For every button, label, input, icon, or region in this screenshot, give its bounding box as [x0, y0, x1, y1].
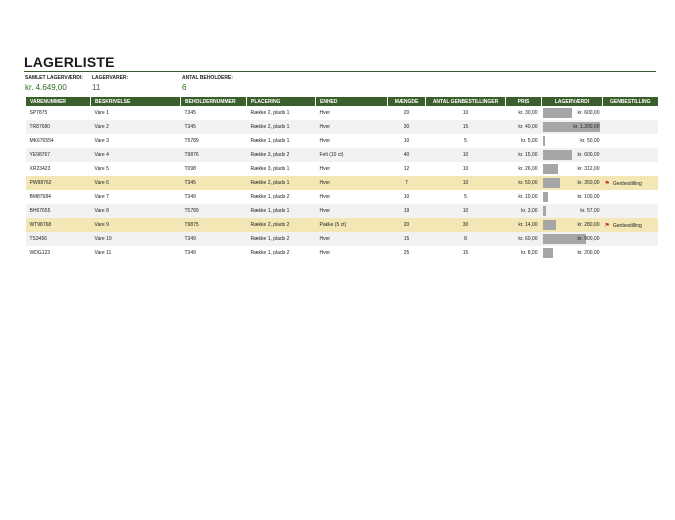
cell-location[interactable]: Række 2, plads 1: [250, 110, 290, 116]
cell-reorder[interactable]: [603, 218, 658, 232]
col-header-bin[interactable]: BEHOLDERNUMMER: [181, 97, 247, 106]
cell-unit[interactable]: Hver: [316, 204, 388, 218]
cell-unit[interactable]: Felt (10 ct): [316, 148, 388, 162]
cell-description[interactable]: Vare 5: [94, 166, 109, 172]
col-header-unit[interactable]: ENHED: [316, 97, 388, 106]
value-text: kr. 100,00: [577, 194, 600, 200]
cell-value[interactable]: [542, 106, 603, 120]
cell-description[interactable]: Vare 10: [91, 232, 181, 246]
cell-item[interactable]: PW98762: [26, 176, 91, 190]
cell-unit[interactable]: Hver: [319, 194, 331, 200]
cell-reorder[interactable]: [603, 120, 658, 134]
cell-quantity[interactable]: 10: [403, 194, 410, 200]
cell-item[interactable]: TR87680: [26, 120, 91, 134]
reorder-label: Genbestilling: [612, 222, 642, 229]
summary-label: SAMLET LAGERVÆRDI:: [25, 75, 83, 81]
table-row[interactable]: [26, 120, 658, 134]
cell-reorder[interactable]: [603, 106, 658, 120]
table-row[interactable]: [26, 204, 658, 218]
summary-total-value: [25, 75, 83, 93]
value-data-bar: [543, 220, 556, 230]
cell-value[interactable]: [542, 148, 603, 162]
summary-items: [92, 75, 128, 93]
cell-item[interactable]: SP7875: [29, 110, 48, 116]
cell-quantity[interactable]: 40: [388, 148, 426, 162]
cell-description[interactable]: Vare 7: [94, 194, 109, 200]
cell-location[interactable]: Række 1, plads 1: [247, 204, 316, 218]
cell-location[interactable]: Række 2, plads 2: [247, 218, 316, 232]
table-row[interactable]: [26, 176, 658, 190]
cell-description[interactable]: Vare 8: [91, 204, 181, 218]
table-row[interactable]: [26, 246, 658, 260]
col-header-reorder-qty[interactable]: ANTAL GENBESTILLINGER: [426, 97, 506, 106]
value-data-bar: [543, 150, 572, 160]
cell-description[interactable]: Vare 4: [91, 148, 181, 162]
cell-location[interactable]: Række 1, plads 2: [250, 194, 290, 200]
cell-bin[interactable]: T9875: [181, 218, 247, 232]
cell-item[interactable]: BH67655: [26, 204, 91, 218]
cell-unit[interactable]: Hver: [316, 232, 388, 246]
cell-unit[interactable]: Hver: [316, 120, 388, 134]
cell-value[interactable]: [542, 232, 603, 246]
cell-value[interactable]: [542, 162, 603, 176]
cell-reorder-qty[interactable]: 30: [426, 218, 506, 232]
cell-quantity[interactable]: 30: [388, 120, 426, 134]
cell-price[interactable]: kr. 26,00: [518, 166, 538, 172]
value-text: kr. 1.200,00: [573, 124, 600, 130]
cell-reorder[interactable]: [603, 162, 658, 176]
cell-price[interactable]: kr. 14,00: [506, 218, 542, 232]
cell-item[interactable]: YE98767: [26, 148, 91, 162]
summary-value: 6: [182, 83, 187, 92]
cell-location[interactable]: Række 1, plads 2: [250, 250, 290, 256]
cell-price[interactable]: kr. 50,00: [506, 176, 542, 190]
cell-reorder-qty[interactable]: 15: [462, 250, 469, 256]
summary-label: LAGERVARER:: [92, 75, 129, 81]
cell-reorder[interactable]: [603, 204, 658, 218]
cell-item[interactable]: XR23423: [29, 166, 51, 172]
table-row[interactable]: [26, 106, 658, 120]
cell-price[interactable]: kr. 3,00: [506, 204, 542, 218]
cell-bin[interactable]: T345: [184, 110, 196, 116]
cell-reorder-qty[interactable]: 5: [464, 194, 467, 200]
cell-unit[interactable]: Hver: [319, 166, 331, 172]
table-row[interactable]: [26, 134, 658, 148]
cell-quantity[interactable]: 12: [403, 166, 410, 172]
cell-reorder-qty[interactable]: 10: [462, 110, 469, 116]
cell-reorder[interactable]: [603, 148, 658, 162]
cell-reorder-qty[interactable]: 10: [426, 176, 506, 190]
cell-quantity[interactable]: 19: [388, 204, 426, 218]
page-title: LAGERLISTE: [24, 54, 115, 70]
cell-bin[interactable]: T098: [184, 166, 196, 172]
value-data-bar: [543, 108, 572, 118]
value-data-bar: [543, 178, 560, 188]
summary-value: 11: [92, 83, 101, 92]
cell-location[interactable]: Række 1, plads 1: [250, 138, 290, 144]
cell-quantity[interactable]: 20: [403, 110, 410, 116]
value-text: kr. 600,00: [577, 110, 600, 116]
table-row[interactable]: [26, 162, 658, 176]
cell-unit[interactable]: Hver: [319, 110, 331, 116]
cell-location[interactable]: Række 2, plads 1: [247, 120, 316, 134]
table-row[interactable]: [26, 218, 658, 232]
value-text: kr. 280,00: [577, 222, 600, 228]
cell-unit[interactable]: Hver: [319, 250, 331, 256]
cell-price[interactable]: kr. 60,00: [506, 232, 542, 246]
reorder-label: Genbestilling: [612, 180, 642, 187]
inventory-table: [25, 97, 658, 260]
summary-label: ANTAL BEHOLDERE:: [182, 75, 233, 81]
cell-bin[interactable]: T5789: [181, 204, 247, 218]
value-text: kr. 600,00: [577, 152, 600, 158]
value-text: kr. 900,00: [577, 236, 600, 242]
table-row[interactable]: [26, 232, 658, 246]
table-header-row: [26, 97, 658, 106]
cell-value[interactable]: [542, 218, 603, 232]
cell-item[interactable]: WDG123: [29, 250, 51, 256]
cell-reorder[interactable]: [603, 246, 658, 260]
cell-value[interactable]: [542, 204, 603, 218]
cell-reorder-qty[interactable]: 10: [426, 148, 506, 162]
cell-item[interactable]: MK676554: [29, 138, 54, 144]
cell-price[interactable]: kr. 5,00: [521, 138, 538, 144]
flag-icon: ⚑: [604, 180, 610, 187]
cell-reorder-qty[interactable]: 10: [426, 204, 506, 218]
cell-price[interactable]: kr. 40,00: [506, 120, 542, 134]
table-row[interactable]: [26, 148, 658, 162]
cell-location[interactable]: Række 1, plads 2: [247, 232, 316, 246]
cell-value[interactable]: [542, 176, 603, 190]
value-text: kr. 312,00: [577, 166, 600, 172]
col-header-location[interactable]: PLACERING: [247, 97, 316, 106]
cell-description[interactable]: Vare 1: [94, 110, 109, 116]
cell-unit[interactable]: Pakke (5 ct): [316, 218, 388, 232]
cell-value[interactable]: [542, 134, 603, 148]
cell-unit[interactable]: Hver: [316, 176, 388, 190]
cell-reorder[interactable]: [603, 232, 658, 246]
col-header-value[interactable]: LAGERVÆRDI: [542, 97, 603, 106]
cell-description[interactable]: Vare 3: [94, 138, 109, 144]
col-header-reorder[interactable]: GENBESTILLING: [603, 97, 658, 106]
cell-reorder-qty[interactable]: 15: [426, 120, 506, 134]
cell-item[interactable]: WT98768: [26, 218, 91, 232]
cell-reorder-qty[interactable]: 8: [426, 232, 506, 246]
value-data-bar: [543, 248, 553, 258]
cell-description[interactable]: Vare 11: [94, 250, 112, 256]
value-data-bar: [543, 206, 546, 216]
title-divider: [24, 71, 656, 72]
flag-icon: ⚑: [604, 222, 610, 229]
cell-reorder-qty[interactable]: 10: [462, 166, 469, 172]
cell-price[interactable]: kr. 10,00: [518, 194, 538, 200]
cell-item[interactable]: BM87684: [29, 194, 51, 200]
cell-price[interactable]: kr. 30,00: [518, 110, 538, 116]
value-text: kr. 57,00: [580, 208, 600, 214]
value-text: kr. 200,00: [577, 250, 600, 256]
cell-value[interactable]: [542, 190, 603, 204]
cell-quantity[interactable]: 25: [403, 250, 410, 256]
summary-bins: [182, 75, 233, 93]
cell-location[interactable]: Række 2, plads 1: [247, 176, 316, 190]
col-header-price[interactable]: PRIS: [506, 97, 542, 106]
cell-reorder[interactable]: [603, 190, 658, 204]
value-text: kr. 50,00: [580, 138, 600, 144]
cell-bin[interactable]: T345: [181, 176, 247, 190]
cell-value[interactable]: [542, 120, 603, 134]
cell-reorder[interactable]: [603, 134, 658, 148]
cell-value[interactable]: [542, 246, 603, 260]
summary-value: kr. 4.649,00: [25, 83, 67, 92]
col-header-quantity[interactable]: MÆNGDE: [388, 97, 426, 106]
value-text: kr. 350,00: [577, 180, 600, 186]
cell-quantity[interactable]: 7: [388, 176, 426, 190]
cell-description[interactable]: Vare 2: [91, 120, 181, 134]
cell-bin[interactable]: T349: [184, 250, 196, 256]
cell-description[interactable]: Vare 6: [91, 176, 181, 190]
cell-bin[interactable]: T5789: [184, 138, 199, 144]
cell-item[interactable]: TS3456: [26, 232, 91, 246]
cell-reorder[interactable]: [603, 176, 658, 190]
cell-quantity[interactable]: 20: [388, 218, 426, 232]
cell-reorder-qty[interactable]: 5: [464, 138, 467, 144]
col-header-item[interactable]: VARENUMMER: [26, 97, 91, 106]
col-header-description[interactable]: BESKRIVELSE: [91, 97, 181, 106]
value-data-bar: [543, 164, 558, 174]
cell-quantity[interactable]: 10: [403, 138, 410, 144]
cell-bin[interactable]: T9876: [181, 148, 247, 162]
value-data-bar: [543, 192, 548, 202]
cell-price[interactable]: kr. 8,00: [521, 250, 538, 256]
cell-unit[interactable]: Hver: [319, 138, 331, 144]
cell-price[interactable]: kr. 15,00: [506, 148, 542, 162]
cell-location[interactable]: Række 3, plads 1: [250, 166, 290, 172]
cell-bin[interactable]: T349: [184, 194, 196, 200]
cell-bin[interactable]: T349: [181, 232, 247, 246]
table-row[interactable]: [26, 190, 658, 204]
value-data-bar: [543, 136, 545, 146]
cell-location[interactable]: Række 3, plads 2: [247, 148, 316, 162]
cell-bin[interactable]: T345: [181, 120, 247, 134]
cell-description[interactable]: Vare 9: [91, 218, 181, 232]
cell-quantity[interactable]: 15: [388, 232, 426, 246]
